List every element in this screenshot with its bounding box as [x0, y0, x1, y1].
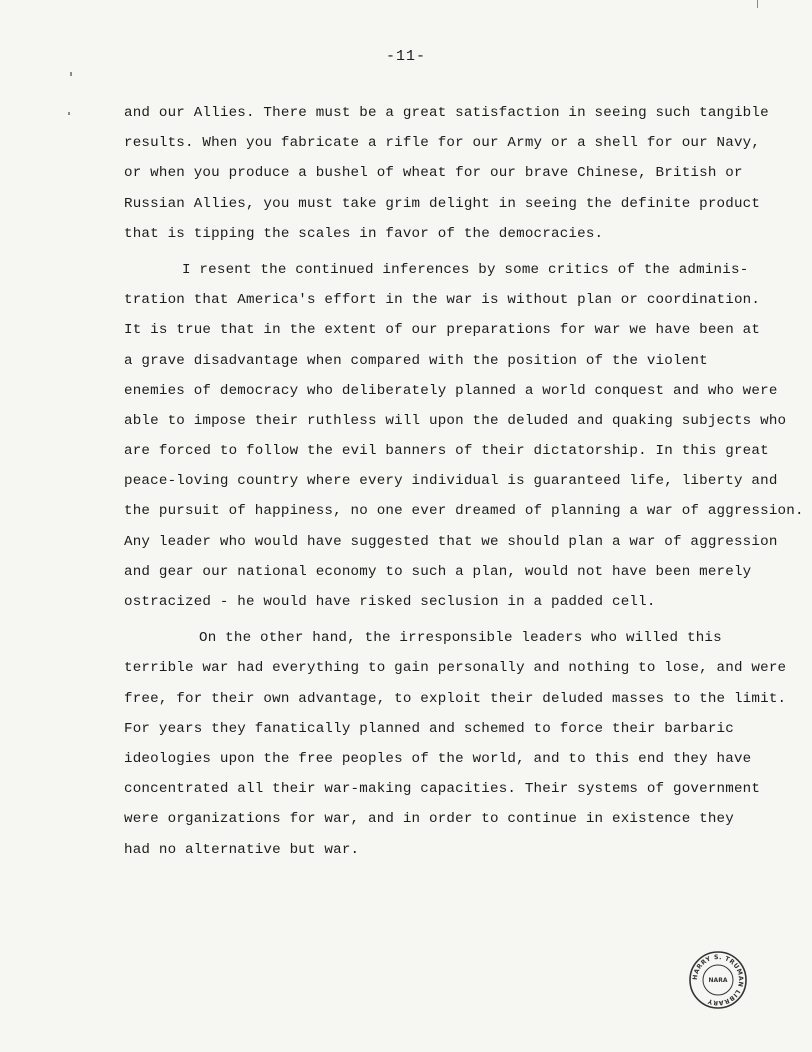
text-line: the pursuit of happiness, no one ever dreamed of planning a war of aggression. [124, 503, 804, 520]
text-line: were organizations for war, and in order to continue in existence they [124, 811, 734, 828]
scan-mark [68, 112, 70, 115]
seal-arc-text: HARRY S. TRUMAN LIBRARY [691, 953, 745, 1007]
text-line: I resent the continued inferences by some critics of the adminis- [182, 261, 749, 278]
text-line: For years they fanatically planned and schemed to force their barbaric [124, 720, 734, 737]
text-line: had no alternative but war. [124, 841, 360, 858]
page-number: -11- [385, 48, 426, 65]
scan-mark [70, 72, 72, 76]
library-seal-stamp [688, 950, 748, 1010]
paragraph [124, 623, 787, 865]
paragraph [124, 98, 769, 249]
text-line: concentrated all their war-making capacities. Their systems of government [124, 781, 761, 798]
text-line: terrible war had everything to gain personally and nothing to lose, and were [124, 660, 787, 677]
text-line: results. When you fabricate a rifle for our Army or a shell for our Navy, [124, 135, 761, 152]
scan-mark [757, 0, 758, 8]
text-line: tration that America's effort in the war is without plan or coordination. [124, 292, 761, 309]
text-line: peace-loving country where every individual is guaranteed life, liberty and [124, 473, 778, 490]
text-line: ideologies upon the free peoples of the world, and to this end they have [124, 750, 752, 767]
text-line: ostracized - he would have risked seclusion in a padded cell. [124, 594, 656, 610]
text-line: and gear our national economy to such a plan, would not have been merely [124, 563, 752, 580]
text-line: are forced to follow the evil banners of their dictatorship. In this great [124, 443, 769, 460]
text-line: or when you produce a bushel of wheat for our brave Chinese, British or [124, 165, 743, 182]
text-line: Russian Allies, you must take grim delight in seeing the definite product [124, 195, 761, 212]
body-text [124, 98, 804, 865]
text-line: able to impose their ruthless will upon the deluded and quaking subjects who [124, 412, 787, 429]
text-line: It is true that in the extent of our preparations for war we have been at [124, 322, 761, 339]
text-line: and our Allies. There must be a great satisfaction in seeing such tangible [124, 105, 769, 121]
text-line: Any leader who would have suggested that we should plan a war of aggression [124, 533, 778, 550]
text-line: free, for their own advantage, to exploit their deluded masses to the limit. [124, 690, 787, 707]
text-line: a grave disadvantage when compared with the position of the violent [124, 352, 708, 369]
seal-center-text: NARA [708, 977, 728, 984]
text-line: enemies of democracy who deliberately planned a world conquest and who were [124, 382, 778, 399]
text-line: On the other hand, the irresponsible leaders who willed this [199, 630, 722, 647]
text-line: that is tipping the scales in favor of the democracies. [124, 225, 604, 242]
paragraph [124, 255, 804, 617]
